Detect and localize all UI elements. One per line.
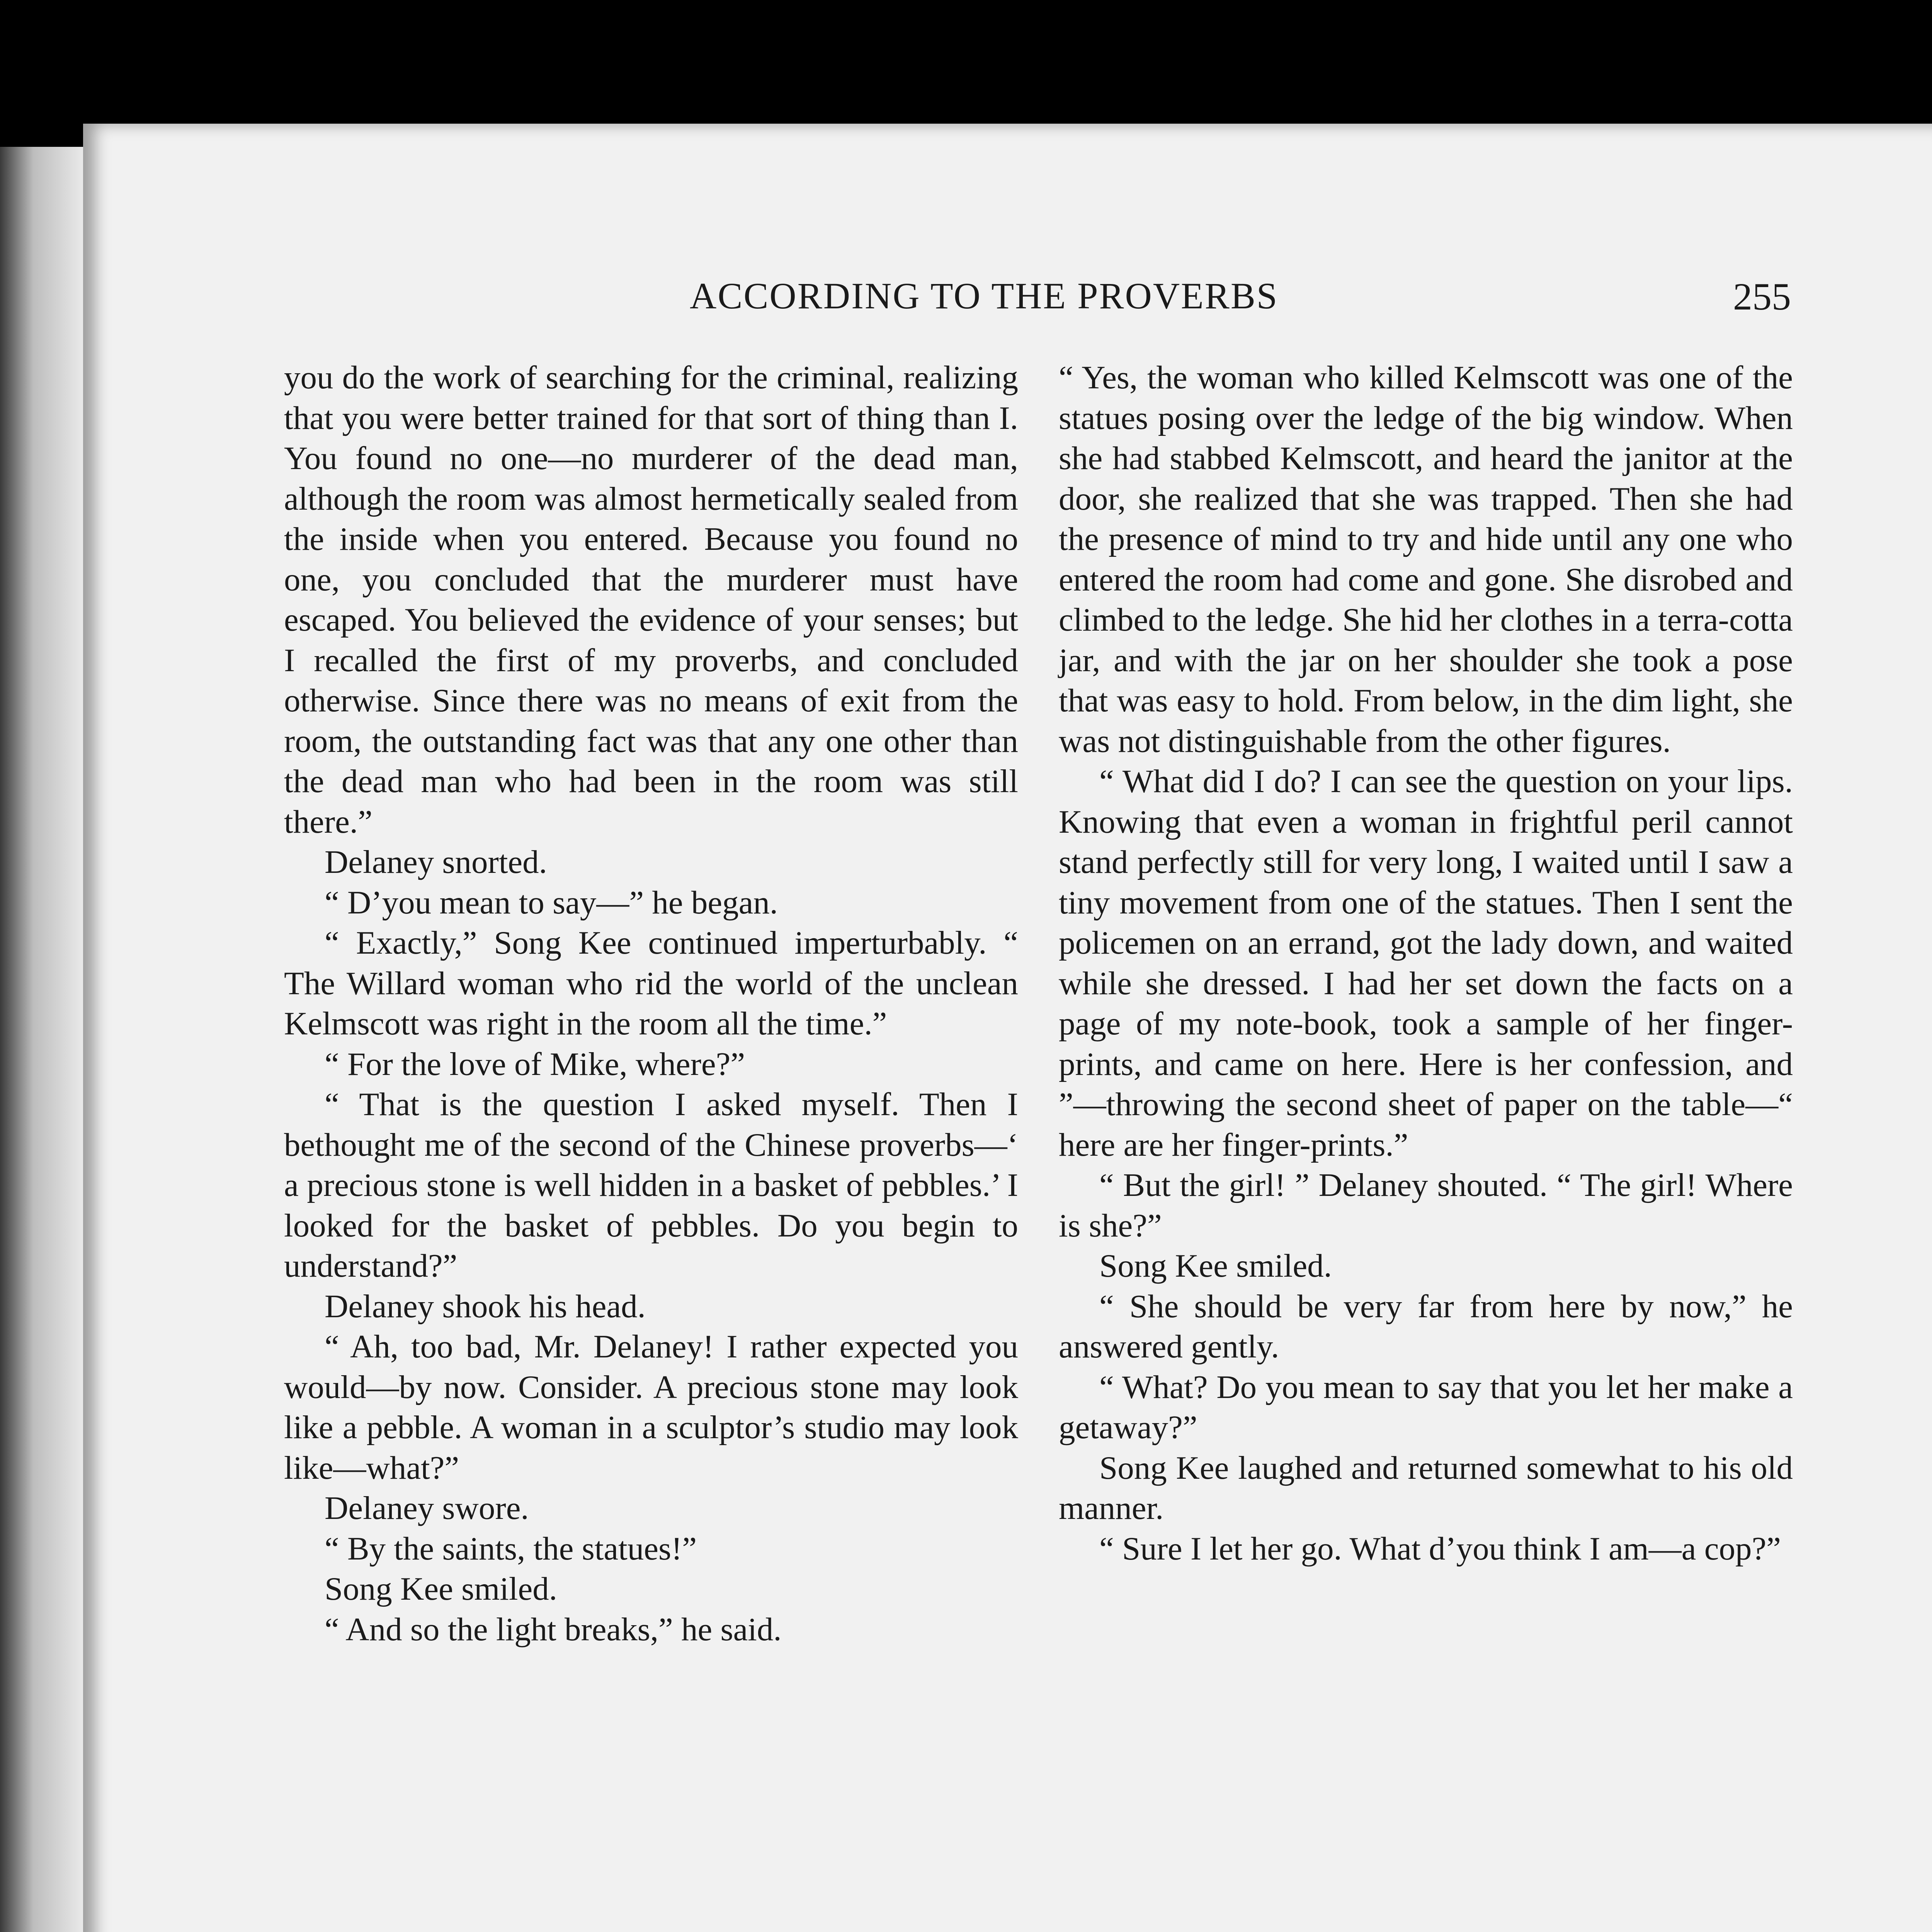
paragraph: “ Sure I let her go. What d’you think I am—a cop?”: [1099, 1530, 1781, 1567]
paragraph: “ And so the light breaks,” he said.: [325, 1611, 782, 1648]
paragraph: “ D’you mean to say—” he began.: [325, 884, 778, 921]
paragraph: “ She should be very far from here by now,” he answered gently.: [1059, 1288, 1793, 1365]
paragraph: “ For the love of Mike, where?”: [325, 1046, 745, 1082]
paragraph: “ By the saints, the statues!”: [325, 1530, 697, 1567]
page-number: 255: [1733, 275, 1791, 318]
paragraph: “ But the girl! ” Delaney shouted. “ The girl! Where is she?”: [1059, 1167, 1793, 1244]
paragraph: “ Exactly,” Song Kee continued imperturbably. “ The Willard woman who rid the world of the unclean Kelmscott was right in the room all the time.”: [284, 925, 1018, 1042]
paragraph: Song Kee smiled.: [1099, 1248, 1332, 1284]
paragraph: Delaney swore.: [325, 1490, 529, 1526]
running-head: ACCORDING TO THE PROVERBS: [690, 275, 1279, 316]
paragraph: “ What did I do? I can see the question on your lips. Knowing that even a woman in frightful peril cannot stand perfectly still for very long, I waited until I saw a tiny movement from one of the statues. Then I sent the policemen on an errand, got the lady down, and waited while she dressed. I had her set down the facts on a page of my note-book, took a sample of her finger-prints, and came on here. Here is her confession, and ”—throwing the second sheet of paper on the table—“ here are her finger-prints.”: [1059, 763, 1793, 1163]
paragraph: Song Kee laughed and returned somewhat to his old manner.: [1059, 1449, 1793, 1526]
book-page: [83, 124, 1932, 1932]
previous-page-edge: [0, 147, 83, 1932]
paragraph: you do the work of searching for the criminal, realizing that you were better trained for that sort of thing than I. You found no one—no murderer of the dead man, although the room was almost hermetically sealed from the inside when you entered. Because you found no one, you concluded that the murderer must have escaped. You believed the evidence of your senses; but I recalled the first of my proverbs, and concluded otherwise. Since there was no means of exit from the room, the outstanding fact was that any one other than the dead man who had been in the room was still there.”: [284, 359, 1018, 840]
paragraph: Delaney snorted.: [325, 844, 547, 880]
right-column: [1059, 357, 1793, 1569]
paragraph: Song Kee smiled.: [325, 1571, 558, 1607]
paragraph: “ Yes, the woman who killed Kelmscott was one of the statues posing over the ledge of the big window. When she had stabbed Kelmscott, and heard the janitor at the door, she realized that she was trapped. Then she had the presence of mind to try and hide until any one who entered the room had come and gone. She disrobed and climbed to the ledge. She hid her clothes in a terra-cotta jar, and with the jar on her shoulder she took a pose that was easy to hold. From below, in the dim light, she was not distinguishable from the other figures.: [1059, 359, 1793, 759]
left-column: [284, 357, 1018, 1650]
paragraph: “ Ah, too bad, Mr. Delaney! I rather expected you would—by now. Consider. A precious stone may look like a pebble. A woman in a sculptor’s studio may look like—what?”: [284, 1328, 1018, 1486]
paragraph: “ That is the question I asked myself. Then I bethought me of the second of the Chinese proverbs—‘ a precious stone is well hidden in a basket of pebbles.’ I looked for the basket of pebbles. Do you begin to understand?”: [284, 1086, 1018, 1284]
page-header: [83, 274, 1932, 328]
paragraph: Delaney shook his head.: [325, 1288, 646, 1325]
paragraph: “ What? Do you mean to say that you let her make a getaway?”: [1059, 1369, 1793, 1446]
